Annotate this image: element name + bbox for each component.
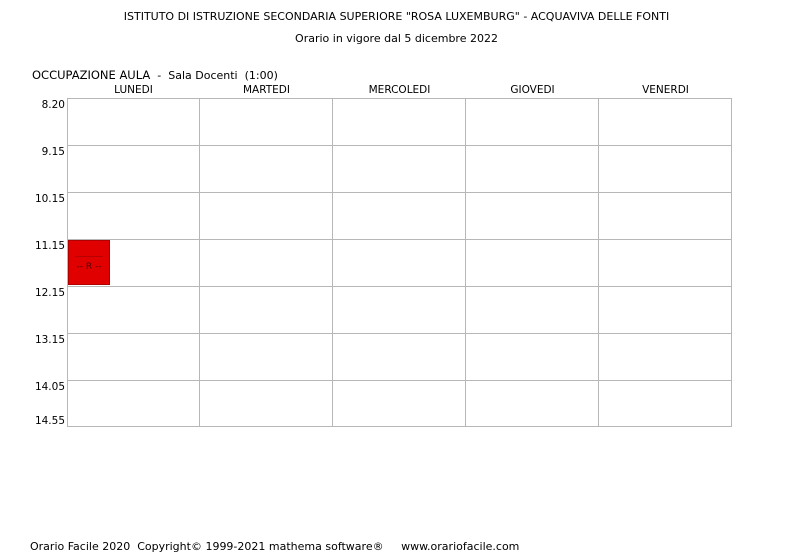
time-label: 8.20 xyxy=(41,99,65,111)
day-header-venerdi: VENERDI xyxy=(642,84,689,96)
time-label: 9.15 xyxy=(41,146,65,158)
lesson-detail: ——————— xyxy=(75,253,103,259)
column-divider xyxy=(598,98,599,427)
day-header-mercoledi: MERCOLEDI xyxy=(368,84,431,96)
day-header-martedi: MARTEDI xyxy=(242,84,290,96)
row-divider xyxy=(67,286,732,287)
column-divider xyxy=(332,98,333,427)
validity-subtitle: Orario in vigore dal 5 dicembre 2022 xyxy=(295,32,498,45)
day-header-giovedi: GIOVEDI xyxy=(510,84,555,96)
lesson-code: -- R -- xyxy=(76,261,102,272)
row-divider xyxy=(67,333,732,334)
room-separator: - xyxy=(150,69,169,82)
room-heading xyxy=(32,68,278,82)
time-label: 14.05 xyxy=(34,381,65,393)
column-divider xyxy=(465,98,466,427)
room-label: OCCUPAZIONE AULA xyxy=(32,68,151,82)
time-label: 13.15 xyxy=(34,334,65,346)
footer-copyright: Orario Facile 2020 Copyright© 1999-2021 mathema software® www.orariofacile.com xyxy=(30,540,520,553)
school-title: ISTITUTO DI ISTRUZIONE SECONDARIA SUPERIORE "ROSA LUXEMBURG" - ACQUAVIVA DELLE FONTI xyxy=(123,10,670,23)
time-label: 14.55 xyxy=(34,415,65,427)
timetable-grid xyxy=(67,98,732,427)
column-divider xyxy=(199,98,200,427)
time-label: 10.15 xyxy=(34,193,65,205)
row-divider xyxy=(67,239,732,240)
row-divider xyxy=(67,380,732,381)
lesson-block[interactable] xyxy=(68,240,110,285)
time-label: 11.15 xyxy=(34,240,65,252)
time-label: 12.15 xyxy=(34,287,65,299)
row-divider xyxy=(67,192,732,193)
room-name: Sala Docenti (1:00) xyxy=(168,69,278,82)
row-divider xyxy=(67,145,732,146)
day-header-lunedi: LUNEDI xyxy=(114,84,153,96)
